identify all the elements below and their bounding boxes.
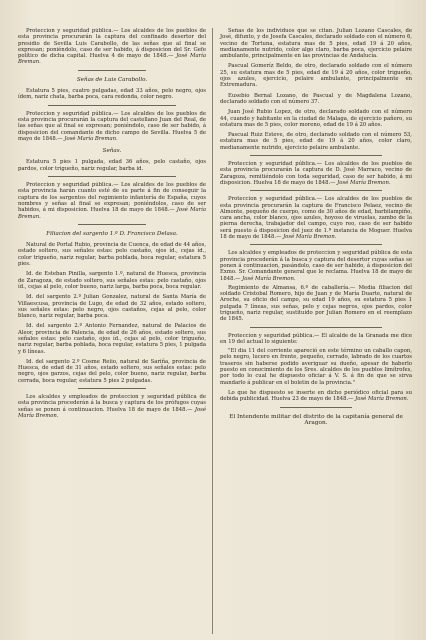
heading-filiacion-delasa: Filiacion del sargento 1.º D. Francisco Delasa. xyxy=(46,230,178,237)
divider xyxy=(250,155,382,156)
filiacion-gonzalez: Id. del sargento 2.º Julian Gonzalez, natural de Santa María de Villaescusa, provincia de Lugo, de edad de 32 años, estado soltero, sus señales estas: pelo negro, ojos castaños, cejas al pelo, color blanco, nariz regular, barba poca. xyxy=(18,294,207,320)
text-columns xyxy=(14,28,416,634)
signature: José María Bremon. xyxy=(18,406,207,419)
senas-lozano: Señas de los individuos que se citan. Julian Lozano Cascales, de José, difunto, y de Josefa Cascales, declarado soldado con el número 6, vecino de Tortuna, estatura mas de 5 pies, edad 19 á 20 años, medianamente nutrido, color algo claro, barba poca, ejercicio pelaire ambulante, principalmente en las provincias de Andalucía. xyxy=(220,28,412,60)
senas-ruiz: Pascual Ruiz Esteve, de otro, declarado soldado con el número 53, estatura mas de 5 pies, edad de 19 á 20 años, color claro, medianamente nutrido, ejercicio pelaire ambulante. xyxy=(220,132,412,151)
notice-desertor: Los alcaldes y empleados de proteccion y seguridad pública de esta provincia procederán á la busca y captura del desertor cuyas señas se ponen á continuacion, pasándolo, caso de ser habido, á disposicion del Exmo. Sr. Comandante general que le reclama. Huelva 18 de mayo de 1848.— José María Bremon. xyxy=(220,250,412,282)
filiacion-fernandez: Id. del sargento 2.º Antonio Fernandez, natural de Palacios de Aleor, provincia de Palencia, de edad de 26 años, estado soltero, sus señales estas: pelo castaño, ojos íd., cejas al pelo, color trigueño, nariz regular, barba poblada, boca regular, estatura 5 pies, 1 pulgada y 6 líneas. xyxy=(18,323,207,355)
divider xyxy=(78,70,146,71)
left-column xyxy=(14,28,213,634)
filiacion-reiio: Id. del sargento 2.º Cosme Reiio, natural de Sariña, provincia de Huesca, de edad de 31 años, estado soltero, sus señales estas: pelo negro, ojos garzos, cejas del pelo, color bueno, nariz regular, barba cerrada, boca regular, estatura 5 pies 2 pulgadas. xyxy=(18,358,207,384)
signature: José María Bremon. xyxy=(337,179,391,186)
notice-profugos: Los alcaldes y empleados de proteccion y seguridad pública de esta provincia procederán á la busca y captura de los prófugos cuyas señas se ponen á continuacion. Huelva 18 de mayo de 1848.— José María Bremon. xyxy=(18,394,207,419)
notice-carabollo: Proteccion y seguridad pública.— Los alcaldes de los pueblos de esta provincia procurarán la captura del confinado desertor del presidio de Sevilla Luis Carabollo, de las señas que al final se expresan; poniéndolo, caso de ser habido, á disposicion del Sr. Gefe político de dicha capital. Huelva 4 de mayo de 1848.— José María Breman. xyxy=(18,28,207,66)
description-carabollo: Estatura 5 pies, cuatro pulgadas, edad 33 años, pelo negro, ojos ídem, nariz chata, barba poca, cara redonda, color negro. xyxy=(18,88,207,101)
divider xyxy=(280,407,352,408)
notice-insercion: Lo que he dispuesto se inserte en dicho periódico oficial para su debida publicidad. Huelva 23 de mayo de 1848.— José María Bremon. xyxy=(220,389,412,403)
signature: José María Breman. xyxy=(18,53,207,66)
divider xyxy=(78,224,146,225)
signature: José María Bremon. xyxy=(355,396,409,403)
signature: José María Breman. xyxy=(64,135,118,142)
senas-bernal: Eusebio Bernal Lozano, de Pascual y de Magdalena Lozano, declarado soldado con el número 37. xyxy=(220,92,412,105)
filiacion-delasa: Natural de Portal Rubio, provincia de Cuenca, de edad de 44 años, estado soltero, sus señales estas: pelo castaño, ojos íd., cejas íd., color trigueño, nariz regular, barba poblada, boca regular, estatura 5 pies. xyxy=(18,242,207,268)
notice-sargentos: Proteccion y seguridad pública.— Los alcaldes de los pueblos de esta provincia harán cuanto esté de su parte á fin de conseguir la captura de los sargentos del regimiento infantería de España, cuyos nombres y señas al final se expresan; poniéndolos, caso de ser habidos, á mi disposicion. Huelva 18 de mayo de 1848.— José María Breman. xyxy=(18,182,207,220)
filiacion-pinilla: Id. de Esteban Pinilla, sargento 1.º, natural de Huesca, provincia de Zaragoza, de estado soltero, sus señales estas: pelo castaño, ojos íd., cejas al pelo, color bueno, nariz larga, barba poca, boca regular. xyxy=(18,271,207,290)
notice-pelaez: Proteccion y seguridad pública.— Los alcaldes de los pueblos de esta provincia procurarán la captura de Francisco Pelaez, vecino de Almonte, pequeño de cuerpo, como de 30 años de edad, barbilampiño, cara ancha, color blanco, ojos azules, hoyoso de viruelas, zambo de la pierna derecha, trabajador del campo, cuyo reo, caso de ser habido será puesto á disposicion del juez de 1.ª instancia de Moguer. Huelva 18 de mayo de 1848.— José María Bremon. xyxy=(220,196,412,241)
notice-marraco: Proteccion y seguridad pública.— Los alcaldes de los pueblos de esta provincia procurarán la captura de D. José Marraco, vecino de Zaragoza, remitiéndolo con toda seguridad, caso de ser habido, á mi disposicion. Huelva 18 de mayo de 1848.— José María Bremon. xyxy=(220,161,412,186)
quote-caballo: "El dia 11 del corriente apareció en este término un caballo capon, pelo negro, lucero en frente, pequeño, cerrado, labrado de los cuartos traseros sin haberse podido averiguar su dueño, apesar de haberlo puesto en conocimiento de los Sres. alcaldes de los pueblos limítrofes, por todo lo cual he dispuesto oficiar á V. S. á fin de que se sirva mandarlo á publicar en el boletin de la provincia." xyxy=(220,348,412,386)
filiacion-romero: Regimiento de Almansa, 6.º de caballería.— Media filiacion del soldado Cristobal Romero, hijo de Juan y de María Duarte, natural de Aroche, su oficio del campo, su edad 19 años, su estatura 5 pies 1 pulgada 7 líneas, sus señas, pelo y cejas negros, ojos pardos, color trigueño, nariz regular, sustituido por Julian Romero en el reemplazo de 1845. xyxy=(220,284,412,323)
divider xyxy=(48,105,176,106)
senas-gomeriz: Pascual Gomeríz Beldo, de otro, declarado soldado con el número 25, su estatura mas de 5 pies, edad de 19 á 20 años, color trigueño, ojos azules, ejercicio, pelaire ambulante, principalmente en Extremadura. xyxy=(220,63,412,89)
divider xyxy=(250,244,382,245)
signature: José María Bremon. xyxy=(242,275,296,282)
heading-senas: Señas. xyxy=(102,148,122,155)
senas-rubio: Juan José Rubio Lopez, de otro, declarado soldado con el número 44, cuando y habitante en la ciudad de Malaga, de ejercicio pañero, su estatura mas de 5 pies, color moreno, edad de 19 á 20 años. xyxy=(220,109,412,128)
divider xyxy=(250,190,382,191)
divider xyxy=(48,176,176,177)
notice-granada: Proteccion y seguridad pública.— El alcalde de la Granada me dice en 19 del actual lo siguiente: xyxy=(220,332,412,345)
intendente-heading: El Intendente militar del distrito de la capitanía general de Aragon. xyxy=(229,413,403,426)
right-column xyxy=(213,28,416,634)
description-juan-del-real: Estatura 5 pies 1 pulgada, edad 36 años, pelo castaño, ojos pardos, color trigueño, nariz regular, barba id. xyxy=(18,159,207,172)
signature: José María Breman. xyxy=(18,207,207,220)
signature: José María Bremon. xyxy=(283,234,337,241)
divider xyxy=(250,327,382,328)
notice-juan-del-real: Proteccion y seguridad pública.— Los alcaldes de los pueblos de esta provincia procurarán la captura del castellano Juan del Real, de las señas que al final se expresan; poniéndolo, caso de ser habido, á disposicion del comandante de dicho campo de Sevilla. Huelva 5 de mayo de 1848.— José María Breman. xyxy=(18,110,207,142)
divider xyxy=(78,388,146,389)
heading-senas-carabollo: Señas de Luis Carabollo. xyxy=(76,76,148,83)
